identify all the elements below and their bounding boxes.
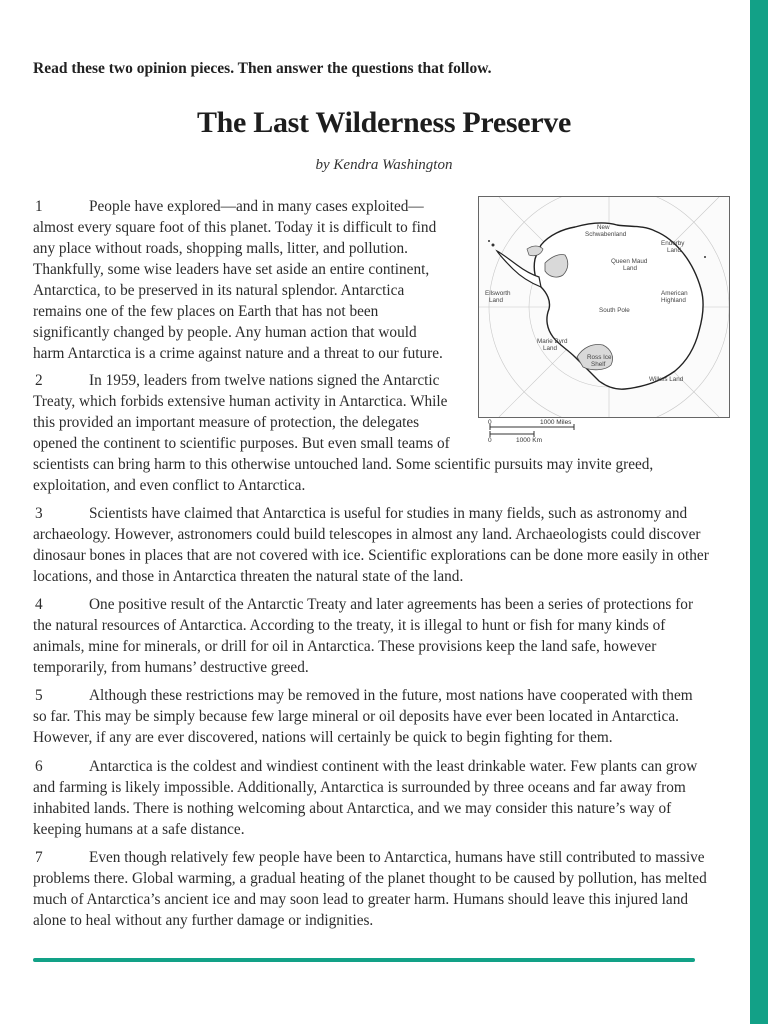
svg-text:South Pole: South Pole (599, 307, 630, 314)
paragraph-5: 5 Although these restrictions may be removed in the future, most nations have cooperated with them so far. This may be simply because few large mineral or oil deposits have ever been located in Antarctica. However, if any are ever discovered, nations will certainly be quick to begin fighting for them. (33, 687, 693, 746)
svg-text:Land: Land (489, 297, 504, 304)
map-frame (478, 196, 730, 418)
svg-text:Ellsworth: Ellsworth (485, 290, 511, 297)
article-title: The Last Wilderness Preserve (196, 106, 572, 139)
svg-text:0: 0 (488, 419, 492, 426)
svg-text:Land: Land (543, 345, 558, 352)
byline: by Kendra Washington (315, 157, 453, 173)
paragraph-number: 2 (35, 372, 43, 389)
svg-text:Schwabenland: Schwabenland (585, 231, 627, 238)
paragraph-7: 7 Even though relatively few people have been to Antarctica, humans have still contributed to massive problems there. Global warming, a gradual heating of the planet thought to be caused by pollution, has melted much of Antarctica’s ancient ice and may soon lead to greater harm. Humans should leave this injured land alone to heal without any further damage or indignities. (33, 849, 707, 929)
paragraph-number: 5 (35, 687, 43, 704)
antarctica-map-drawing (479, 197, 730, 418)
svg-text:Enderby: Enderby (661, 240, 685, 247)
svg-text:Queen Maud: Queen Maud (611, 258, 648, 265)
svg-text:Shelf: Shelf (591, 361, 606, 368)
svg-text:Ross Ice: Ross Ice (587, 354, 612, 361)
paragraph-4: 4 One positive result of the Antarctic Treaty and later agreements has been a series of protections for the natural resources of Antarctica. According to the treaty, it is illegal to hunt or fish for many kinds of animals, mine for minerals, or drill for oil in Antarctica. These provisions keep the land safe, however temporarily, from humans’ destructive greed. (33, 596, 694, 676)
paragraph-number: 7 (35, 849, 43, 866)
svg-text:1000 Km: 1000 Km (516, 437, 543, 444)
paragraph-number: 4 (35, 596, 43, 613)
svg-text:Highland: Highland (661, 297, 686, 304)
map-scale (478, 418, 730, 444)
svg-text:1000 Miles: 1000 Miles (540, 419, 572, 426)
svg-text:Wilkes Land: Wilkes Land (649, 376, 684, 383)
paragraph-6: 6 Antarctica is the coldest and windiest continent with the least drinkable water. Few plants can grow and farming is likely impossible. Additionally, Antarctica is surrounded by three oceans and far away from inhabited lands. There is nothing welcoming about Antarctica, and we may consider this nature’s way of keeping humans at a safe distance. (33, 758, 698, 838)
svg-text:0: 0 (488, 437, 492, 444)
paragraph-3: 3 Scientists have claimed that Antarctica is useful for studies in many fields, such as astronomy and archaeology. However, astronomers could build telescopes in almost any land. Archaeologists could discover dinosaur bones in places that are not covered with ice. Scientific explorations can be done more easily in other locations, and those in Antarctica threaten the natural state of the land. (33, 505, 709, 585)
right-accent-bar (750, 0, 768, 1024)
paragraph-number: 1 (35, 198, 43, 215)
svg-text:Land: Land (667, 247, 682, 254)
paragraph-number: 6 (35, 758, 43, 775)
paragraph-number: 3 (35, 505, 43, 522)
instructions: Read these two opinion pieces. Then answer the questions that follow. (33, 60, 492, 77)
antarctica-map (478, 196, 730, 444)
svg-text:Marie Byrd: Marie Byrd (537, 338, 568, 345)
svg-text:Land: Land (623, 265, 638, 272)
paragraph-1: 1 People have explored—and in many cases exploited— almost every square foot of this planet. Today it is difficult to find any place without roads, shopping malls, litter, and pollution. Thankfully, some wise leaders have set aside an entire continent, Antarctica, to be preserved in its natural splendor. Antarctica remains one of the few places on Earth that has not been significantly changed by people. Any human action that would harm Antarctica is a crime against nature and a threat to our future. (33, 198, 443, 362)
paragraph-2: 2 In 1959, leaders from twelve nations signed the Antarctic Treaty, which forbids extensive human activity in Antarctica. While this provided an important measure of protection, the delegates opened the continent to scientific purposes. But even small teams of scientists can bring harm to this otherwise untouched land. Some scientific pursuits may invite greed, exploitation, and even conflict to Antarctica. (33, 372, 654, 494)
svg-text:American: American (661, 290, 688, 297)
bottom-rule (33, 958, 695, 962)
svg-text:New: New (597, 224, 610, 231)
